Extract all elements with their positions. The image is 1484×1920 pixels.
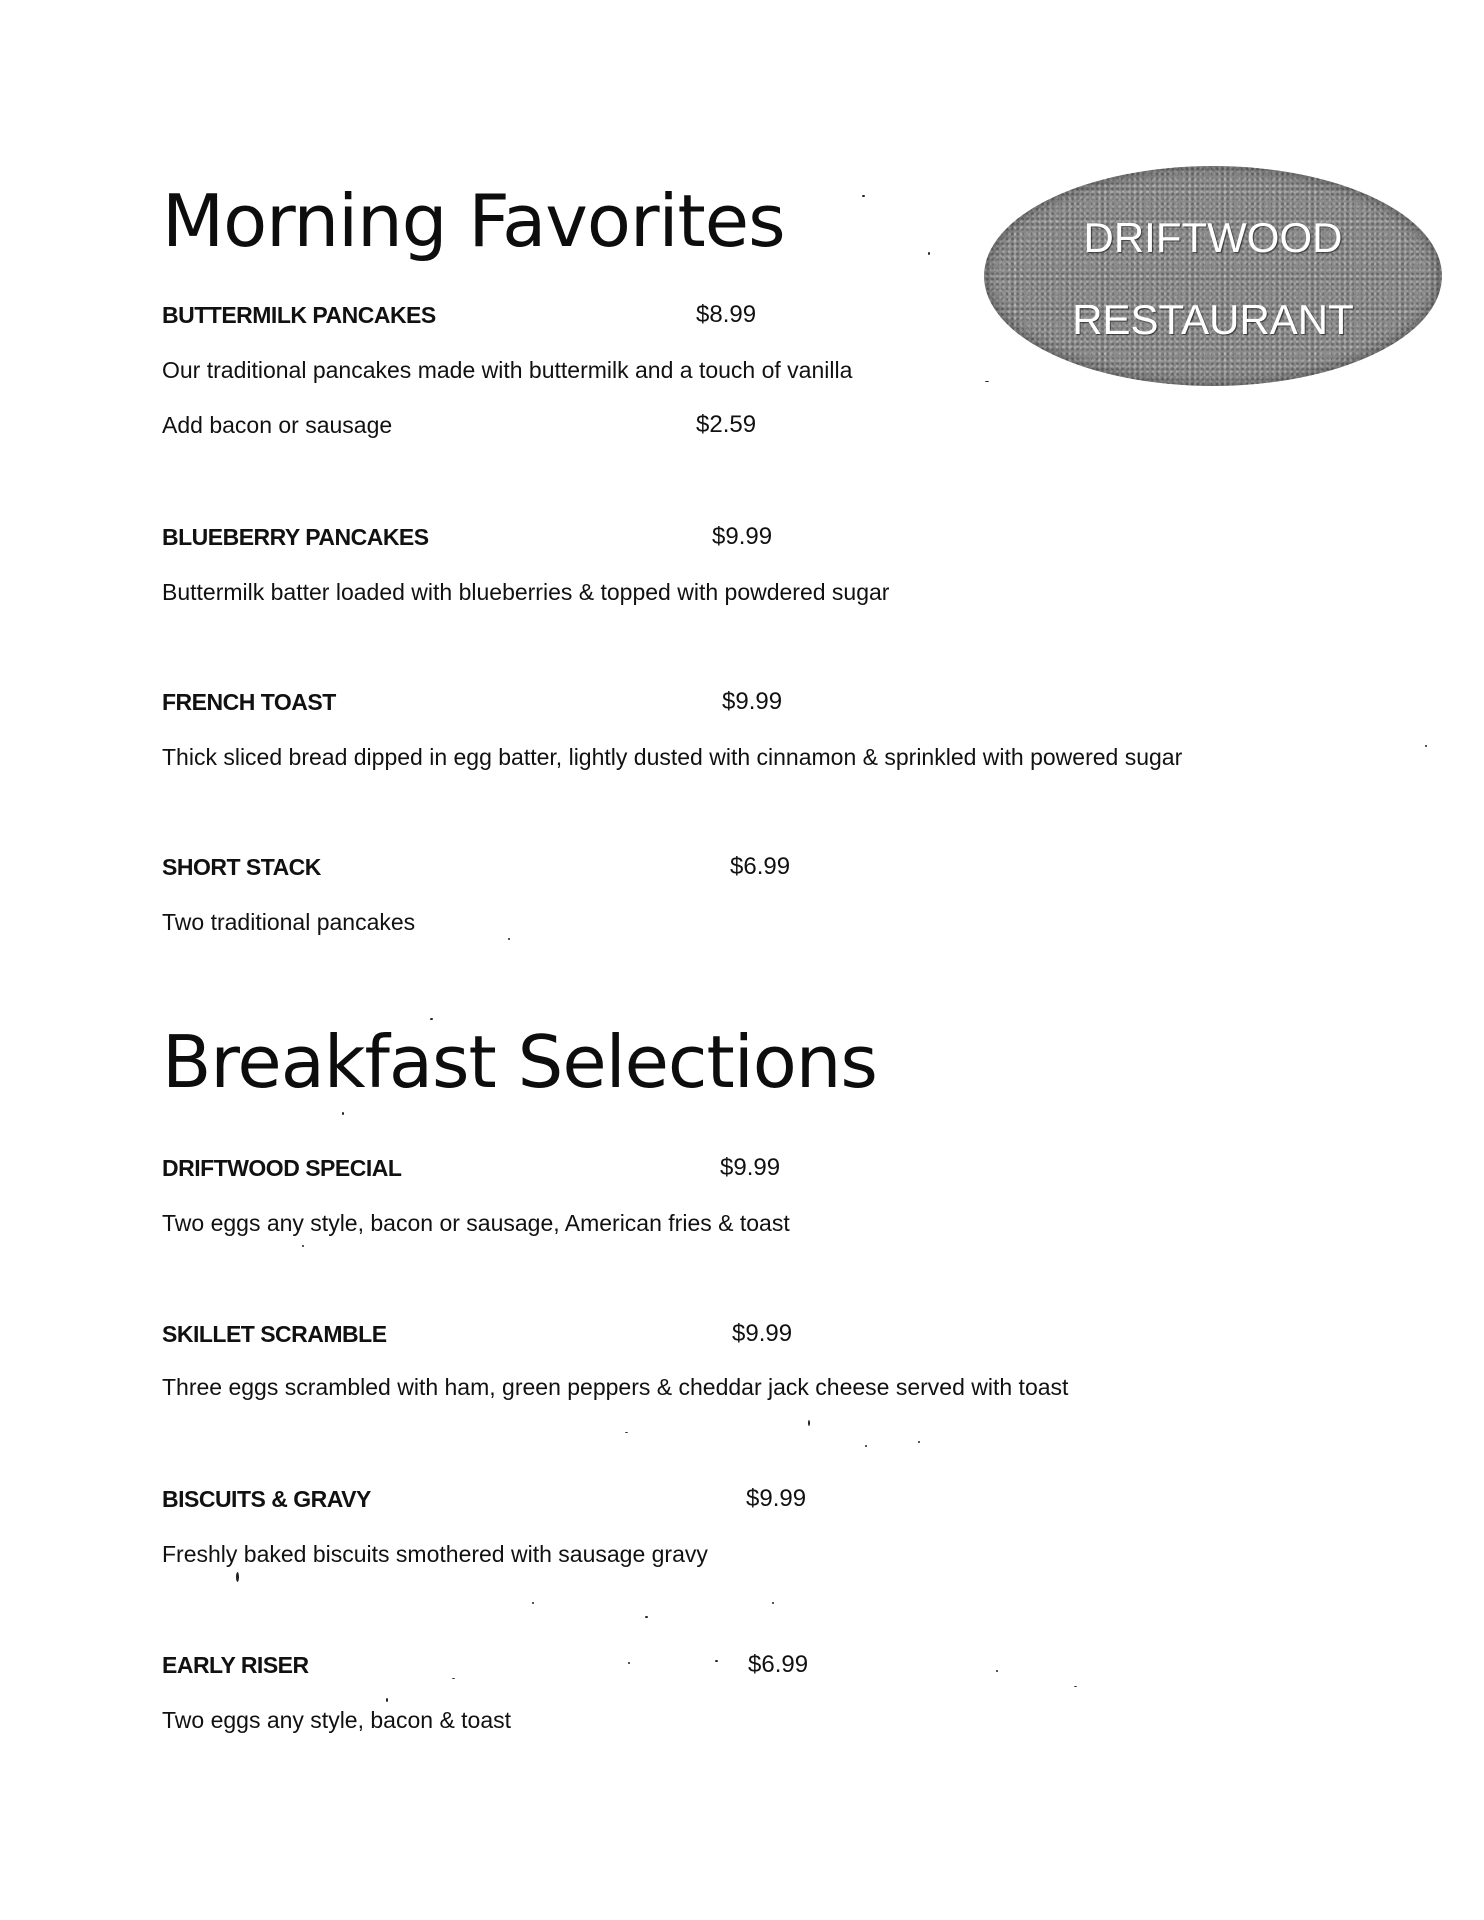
item-description: Two traditional pancakes	[162, 909, 416, 935]
item-name: SHORT STACK	[162, 854, 321, 880]
logo-text-line-1: DRIFTWOOD	[1083, 214, 1343, 261]
scan-speck	[625, 1432, 628, 1433]
scan-speck	[430, 1018, 433, 1020]
scan-speck	[1074, 1686, 1077, 1687]
item-addon: Add bacon or sausage	[162, 412, 393, 438]
item-price: $9.99	[732, 1320, 793, 1347]
item-name: FRENCH TOAST	[162, 689, 336, 715]
item-price: $9.99	[746, 1485, 807, 1512]
item-description: Buttermilk batter loaded with blueberries & topped with powdered sugar	[162, 579, 890, 605]
item-description: Two eggs any style, bacon or sausage, American fries & toast	[162, 1210, 790, 1236]
scan-speck	[302, 1245, 304, 1247]
scan-speck	[532, 1602, 534, 1604]
item-description: Our traditional pancakes made with buttermilk and a touch of vanilla	[162, 357, 853, 383]
logo-text-line-2: RESTAURANT	[1072, 296, 1354, 343]
scan-speck	[808, 1420, 810, 1426]
item-price: $9.99	[712, 523, 773, 550]
section-title-breakfast-selections: Breakfast Selections	[162, 1020, 877, 1104]
scan-speck	[985, 381, 989, 382]
scan-speck	[386, 1698, 388, 1702]
item-name: BLUEBERRY PANCAKES	[162, 524, 429, 550]
scan-speck	[928, 252, 930, 255]
scan-speck	[865, 1445, 867, 1447]
item-description: Three eggs scrambled with ham, green peppers & cheddar jack cheese served with toast	[162, 1374, 1069, 1400]
item-name: EARLY RISER	[162, 1652, 309, 1678]
scan-speck	[1425, 745, 1427, 747]
item-price: $9.99	[720, 1154, 781, 1181]
item-price: $6.99	[748, 1651, 809, 1678]
scan-speck	[452, 1678, 455, 1679]
item-price: $9.99	[722, 688, 783, 715]
section-title-morning-favorites: Morning Favorites	[162, 179, 785, 263]
scan-speck	[715, 1660, 718, 1662]
item-description: Two eggs any style, bacon & toast	[162, 1707, 512, 1733]
scan-speck	[628, 1662, 630, 1664]
scan-speck	[236, 1572, 239, 1582]
item-description: Thick sliced bread dipped in egg batter, lightly dusted with cinnamon & sprinkled with powered sugar	[162, 744, 1183, 770]
scan-speck	[996, 1670, 998, 1672]
scan-speck	[918, 1441, 920, 1443]
scan-speck	[772, 1602, 774, 1604]
scan-speck	[342, 1112, 344, 1115]
item-name: BUTTERMILK PANCAKES	[162, 302, 436, 328]
item-description: Freshly baked biscuits smothered with sausage gravy	[162, 1541, 708, 1567]
scan-speck	[508, 938, 510, 940]
item-name: DRIFTWOOD SPECIAL	[162, 1155, 402, 1181]
item-price: $8.99	[696, 301, 757, 328]
item-name: SKILLET SCRAMBLE	[162, 1321, 387, 1347]
scan-speck	[862, 195, 865, 197]
logo-driftwood-restaurant	[984, 166, 1442, 386]
item-name: BISCUITS & GRAVY	[162, 1486, 371, 1512]
scan-speck	[645, 1616, 648, 1618]
item-price: $6.99	[730, 853, 791, 880]
item-addon-price: $2.59	[696, 411, 757, 438]
